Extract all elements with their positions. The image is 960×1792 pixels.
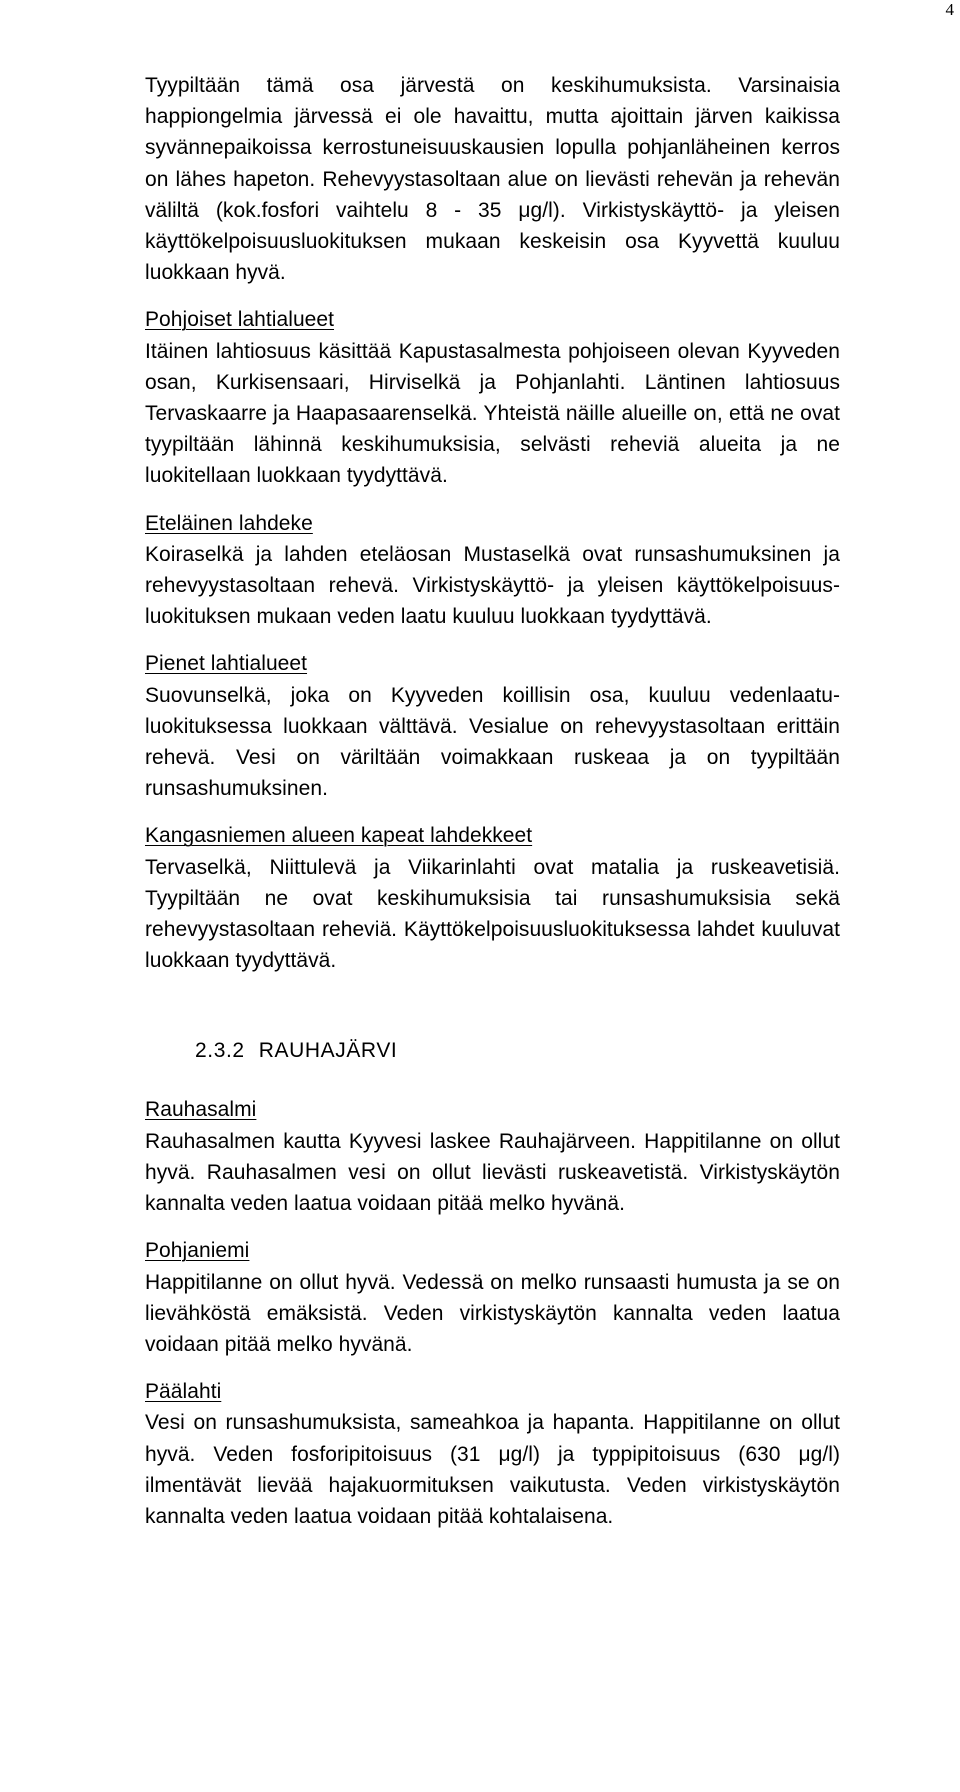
section-etelainen-lahdeke (145, 508, 840, 633)
intro-paragraph: Tyypiltään tämä osa järvestä on keskihumuksista. Varsinaisia happiongelmia järvessä ei ole havaittu, mutta ajoittain järven kaikissa syvännepaikoissa kerrostuneisuuskausien lopulla pohjanläheinen kerros on lähes hapeton. Rehevyystasoltaan alue on lievästi rehevän ja rehevän väliltä (kok.fosfori vaihtelu 8 - 35 μg/l). Virkistyskäyttö- ja yleisen käyttökelpoisuusluokituksen mukaan keskeisin osa Kyyvettä kuuluu luokkaan hyvä. (145, 74, 840, 285)
section-heading: Eteläinen lahdeke (145, 511, 313, 535)
section-body: Happitilanne on ollut hyvä. Vedessä on melko runsaasti humusta ja se on lievähköstä emäksistä. Veden virkistyskäytön kannalta veden laatua voidaan pitää melko hyvänä. (145, 1270, 840, 1356)
section-heading: Pohjoiset lahtialueet (145, 308, 335, 332)
section-heading: Pohjaniemi (145, 1239, 250, 1263)
section-body: Suovunselkä, joka on Kyyveden koillisin osa, kuuluu vedenlaatu-luokituksessa luokkaan välttävä. Vesialue on rehevyystasoltaan erittäin rehevä. Vesi on väriltään voimakkaan ruskeaa ja on tyypiltään runsashumuksinen. (145, 683, 840, 801)
section-body: Koiraselkä ja lahden eteläosan Mustaselkä ovat runsashumuksinen ja rehevyystasoltaan rehevä. Virkistyskäyttö- ja yleisen käyttökelpoisuus-luokituksen mukaan veden laatu kuuluu luokkaan tyydyttävä. (145, 542, 840, 629)
section-rauhasalmi (145, 1094, 840, 1219)
section-heading: Päälahti (145, 1380, 222, 1404)
chapter-name: RAUHAJÄRVI (258, 1039, 398, 1063)
section-kangasniemen-lahdekkeet (145, 820, 840, 976)
section-heading: Rauhasalmi (145, 1098, 257, 1122)
page-number: 4 (945, 0, 954, 19)
section-body: Tervaselkä, Niittulevä ja Viikarinlahti ovat matalia ja ruskeavetisiä. Tyypiltään ne ovat keskihumuksisia tai runsashumuksisia sekä rehevyystasoltaan reheviä. Käyttökelpoisuusluokituksessa lahdet kuuluvat luokkaan tyydyttävä. (145, 855, 840, 973)
document-body (145, 70, 840, 1532)
section-heading: Pienet lahtialueet (145, 652, 308, 676)
section-body: Rauhasalmen kautta Kyyvesi laskee Rauhajärveen. Happitilanne on ollut hyvä. Rauhasalmen vesi on ollut lievästi ruskeavetistä. Virkistyskäytön kannalta veden laatua voidaan pitää melko hyvänä. (145, 1129, 840, 1216)
section-pohjoiset-lahtialueet (145, 304, 840, 491)
section-paalahti (145, 1376, 840, 1532)
chapter-heading (145, 1035, 840, 1066)
section-body: Itäinen lahtiosuus käsittää Kapustasalmesta pohjoiseen olevan Kyyveden osan, Kurkisensaari, Hirviselkä ja Pohjanlahti. Läntinen lahtiosuus Tervaskaarre ja Haapasaarenselkä. Yhteistä näille alueille on, että ne ovat tyypiltään lähinnä keskihumuksisia, selvästi reheviä alueita ja ne luokitellaan luokkaan tyydyttävä. (145, 339, 840, 488)
section-pienet-lahtialueet (145, 648, 840, 804)
section-heading: Kangasniemen alueen kapeat lahdekkeet (145, 824, 533, 848)
section-body: Vesi on runsashumuksista, sameahkoa ja hapanta. Happitilanne on ollut hyvä. Veden fosforipitoisuus (31 μg/l) ja typpipitoisuus (630 μg/l) ilmentävät lievää hajakuormituksen vaikutusta. Veden virkistyskäytön kannalta veden laatua voidaan pitää kohtalaisena. (145, 1411, 840, 1528)
section-pohjaniemi (145, 1235, 840, 1360)
chapter-number: 2.3.2 (195, 1039, 245, 1063)
